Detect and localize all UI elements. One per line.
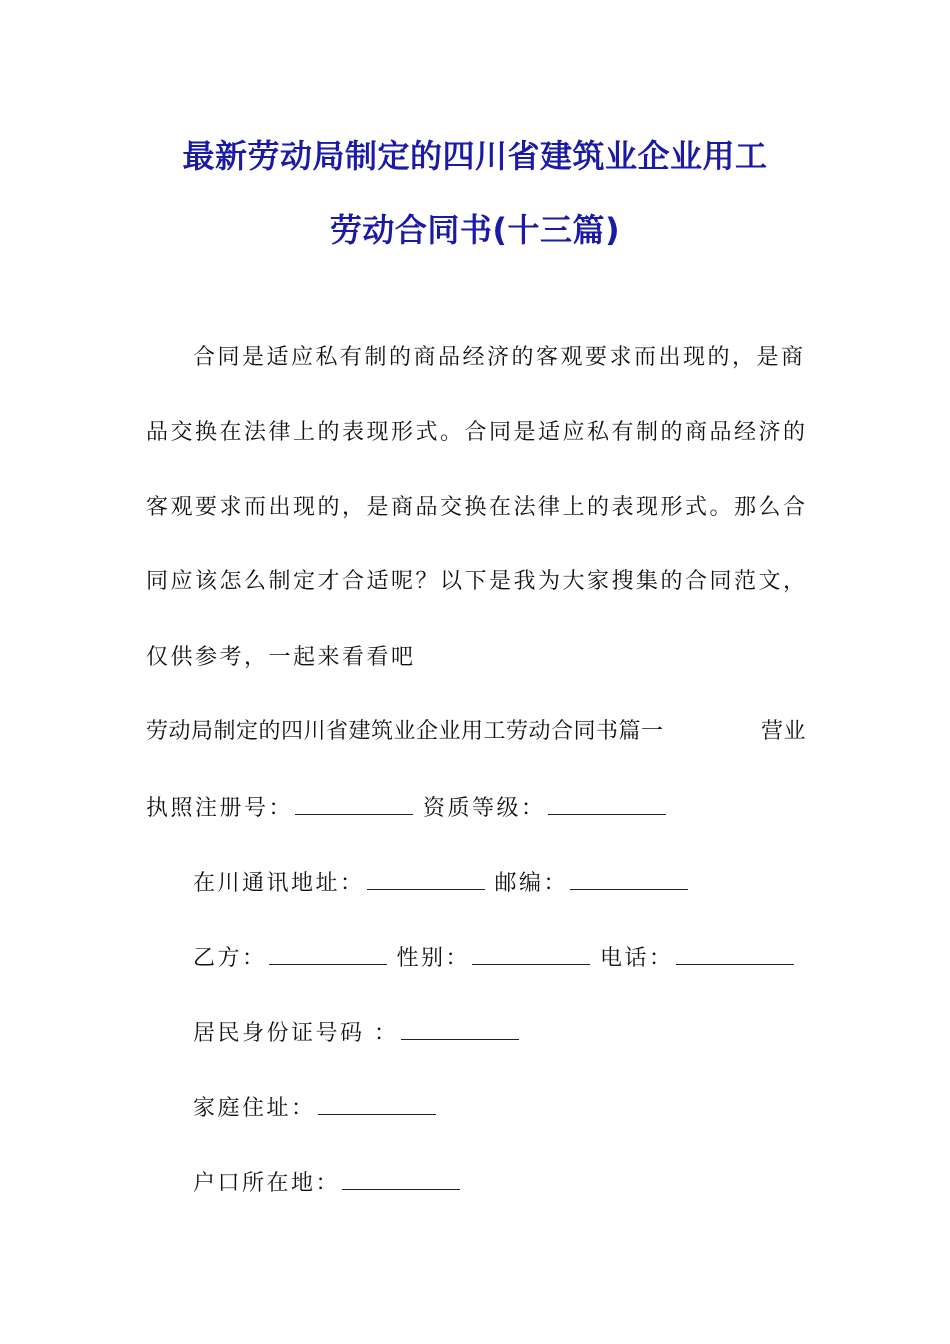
section-heading <box>146 717 806 747</box>
form-row-home <box>193 1092 446 1124</box>
party-b-label: 乙方： <box>193 946 267 971</box>
id-blank[interactable] <box>401 1017 519 1040</box>
license-label: 执照注册号： <box>146 796 294 821</box>
document-title-line-1: 最新劳动局制定的四川省建筑业企业用工 <box>182 137 768 175</box>
document-title-line-2: 劳动合同书(十三篇) <box>329 211 621 249</box>
form-row-party-b <box>193 942 804 974</box>
party-b-blank[interactable] <box>269 942 387 965</box>
intro-paragraph-line-4: 同应该怎么制定才合适呢？以下是我为大家搜集的合同范文， <box>146 569 808 594</box>
home-label: 家庭住址： <box>193 1096 316 1121</box>
intro-paragraph-line-5: 仅供参考，一起来看看吧 <box>146 645 416 670</box>
gender-label: 性别： <box>396 946 471 971</box>
address-label: 在川通讯地址： <box>193 871 365 896</box>
intro-paragraph-line-3: 客观要求而出现的，是商品交换在法律上的表现形式。那么合 <box>146 495 808 520</box>
id-label: 居民身份证号码 ： <box>193 1021 399 1046</box>
form-row-hukou <box>193 1167 470 1199</box>
hukou-label: 户口所在地： <box>193 1171 341 1196</box>
qualification-blank[interactable] <box>548 792 666 815</box>
intro-paragraph-line-1: 合同是适应私有制的商品经济的客观要求而出现的，是商 <box>193 345 806 370</box>
license-blank[interactable] <box>295 792 413 815</box>
phone-blank[interactable] <box>676 942 794 965</box>
intro-paragraph-line-2: 品交换在法律上的表现形式。合同是适应私有制的商品经济的 <box>146 420 808 445</box>
qualification-label: 资质等级： <box>423 796 546 821</box>
form-row-license <box>146 792 676 824</box>
postcode-label: 邮编： <box>494 871 569 896</box>
form-row-address <box>193 867 698 899</box>
phone-label: 电话： <box>600 946 674 971</box>
form-row-id <box>193 1017 529 1049</box>
section-heading-text: 劳动局制定的四川省建筑业企业用工劳动合同书篇一 <box>146 719 664 744</box>
postcode-blank[interactable] <box>570 867 688 890</box>
gender-blank[interactable] <box>472 942 590 965</box>
home-blank[interactable] <box>318 1092 436 1115</box>
hukou-blank[interactable] <box>342 1167 460 1190</box>
address-blank[interactable] <box>367 867 485 890</box>
section-heading-tail: 营业 <box>760 719 806 744</box>
